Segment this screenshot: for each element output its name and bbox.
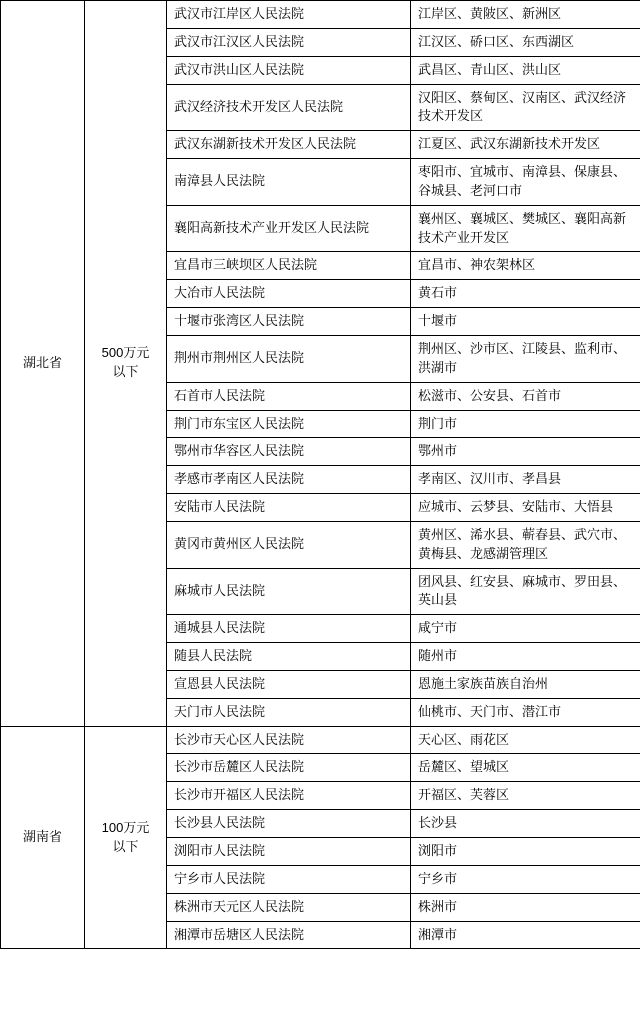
amount-line: 以下 [112,838,139,854]
area-cell: 武昌区、青山区、洪山区 [411,56,640,84]
court-cell: 宜昌市三峡坝区人民法院 [167,252,411,280]
area-cell: 随州市 [411,643,640,671]
court-cell: 武汉经济技术开发区人民法院 [167,84,411,131]
court-cell: 宣恩县人民法院 [167,670,411,698]
court-cell: 孝感市孝南区人民法院 [167,466,411,494]
area-cell: 湘潭市 [411,921,640,949]
court-cell: 麻城市人民法院 [167,568,411,615]
court-cell: 荆门市东宝区人民法院 [167,410,411,438]
court-cell: 石首市人民法院 [167,382,411,410]
area-cell: 荆门市 [411,410,640,438]
area-cell: 枣阳市、宜城市、南漳县、保康县、谷城县、老河口市 [411,159,640,206]
court-cell: 荆州市荆州区人民法院 [167,335,411,382]
area-cell: 株洲市 [411,893,640,921]
area-cell: 浏阳市 [411,838,640,866]
area-cell: 荆州区、沙市区、江陵县、监利市、洪湖市 [411,335,640,382]
amount-line: 以下 [112,364,139,380]
amount-line: 100万元 [101,819,150,835]
court-cell: 湘潭市岳塘区人民法院 [167,921,411,949]
court-cell: 武汉市洪山区人民法院 [167,56,411,84]
area-cell: 宜昌市、神农架林区 [411,252,640,280]
court-cell: 十堰市张湾区人民法院 [167,308,411,336]
province-cell: 湖南省 [1,726,85,949]
table-row [1,726,640,754]
area-cell: 鄂州市 [411,438,640,466]
area-cell: 江汉区、硚口区、东西湖区 [411,28,640,56]
court-cell: 襄阳高新技术产业开发区人民法院 [167,205,411,252]
area-cell: 十堰市 [411,308,640,336]
area-cell: 宁乡市 [411,865,640,893]
area-cell: 天心区、雨花区 [411,726,640,754]
area-cell: 岳麓区、望城区 [411,754,640,782]
court-cell: 宁乡市人民法院 [167,865,411,893]
area-cell: 孝南区、汉川市、孝昌县 [411,466,640,494]
area-cell: 咸宁市 [411,615,640,643]
area-cell: 开福区、芙蓉区 [411,782,640,810]
court-cell: 长沙市岳麓区人民法院 [167,754,411,782]
court-cell: 安陆市人民法院 [167,494,411,522]
area-cell: 江岸区、黄陂区、新洲区 [411,1,640,29]
area-cell: 长沙县 [411,810,640,838]
court-cell: 南漳县人民法院 [167,159,411,206]
area-cell: 汉阳区、蔡甸区、汉南区、武汉经济技术开发区 [411,84,640,131]
court-cell: 长沙县人民法院 [167,810,411,838]
court-cell: 天门市人民法院 [167,698,411,726]
court-cell: 大冶市人民法院 [167,280,411,308]
court-cell: 鄂州市华容区人民法院 [167,438,411,466]
court-cell: 黄冈市黄州区人民法院 [167,521,411,568]
court-cell: 长沙市天心区人民法院 [167,726,411,754]
area-cell: 江夏区、武汉东湖新技术开发区 [411,131,640,159]
area-cell: 应城市、云梦县、安陆市、大悟县 [411,494,640,522]
table-row [1,1,640,29]
court-cell: 随县人民法院 [167,643,411,671]
province-cell: 湖北省 [1,1,85,727]
court-cell: 长沙市开福区人民法院 [167,782,411,810]
area-cell: 松滋市、公安县、石首市 [411,382,640,410]
court-cell: 浏阳市人民法院 [167,838,411,866]
area-cell: 恩施土家族苗族自治州 [411,670,640,698]
amount-line: 500万元 [101,345,150,361]
area-cell: 仙桃市、天门市、潜江市 [411,698,640,726]
court-cell: 通城县人民法院 [167,615,411,643]
court-cell: 武汉东湖新技术开发区人民法院 [167,131,411,159]
court-cell: 武汉市江汉区人民法院 [167,28,411,56]
court-cell: 武汉市江岸区人民法院 [167,1,411,29]
court-cell: 株洲市天元区人民法院 [167,893,411,921]
area-cell: 团风县、红安县、麻城市、罗田县、英山县 [411,568,640,615]
amount-cell [85,726,167,949]
amount-cell [85,1,167,727]
area-cell: 襄州区、襄城区、樊城区、襄阳高新技术产业开发区 [411,205,640,252]
area-cell: 黄州区、浠水县、蕲春县、武穴市、黄梅县、龙感湖管理区 [411,521,640,568]
table-body [1,1,640,949]
area-cell: 黄石市 [411,280,640,308]
